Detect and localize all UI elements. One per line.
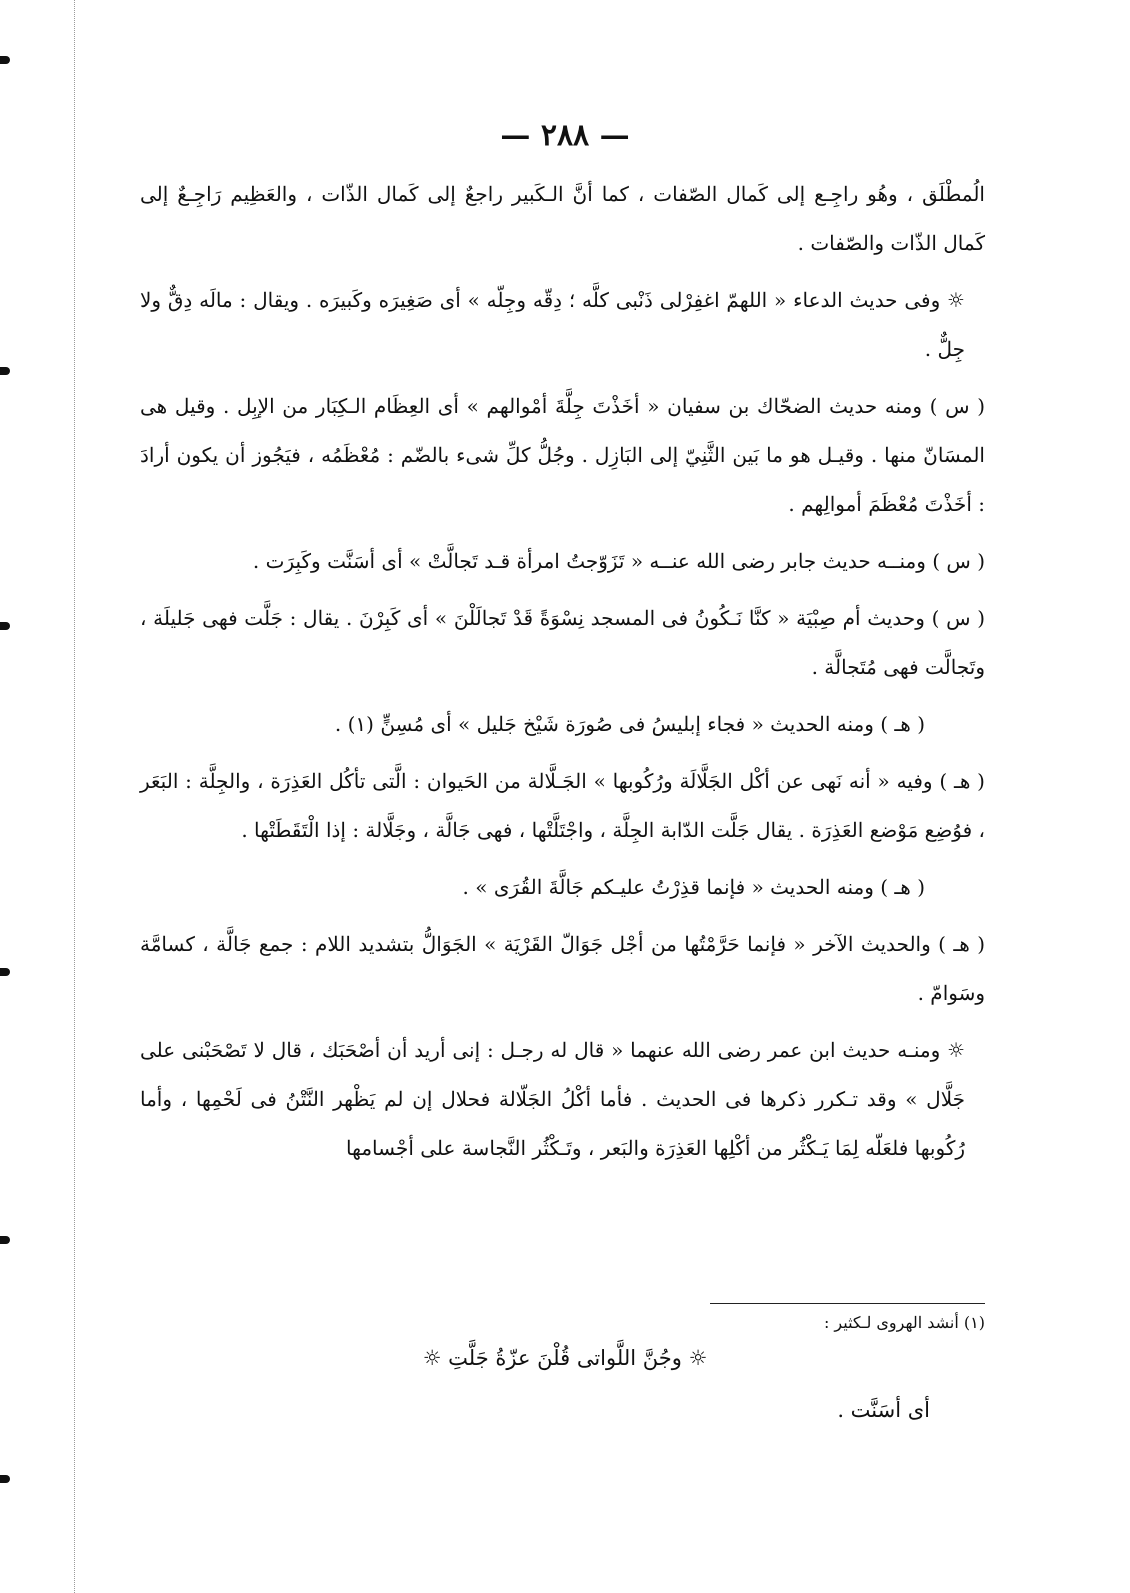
paragraph: ( س ) وحديث أم صِبْيَة « كنَّا نَـكُونُ فى المسجد نِسْوَةً قَدْ تَجالَلْنَ » أى كَبِرْنَ . يقال : جَلَّت فهى جَليلَة ، وتَجالَّت فهى مُتَجالَّة . — [140, 606, 985, 679]
binding-hole — [0, 1475, 10, 1483]
paragraph: ( هـ ) وفيه « أنه نَهى عن أكْل الجَلَّالَة ورُكُوبها » الجَـلَّالة من الحَيوان : الَّتى تأكُل العَذِرَة ، والجِلَّة : البَعَر ، فوُضِع مَوْضع العَذِرَة . يقال جَلَّت الدّابة الجِلَّة ، واجْتَلَّتْها ، فهى جَالَّة ، وجَلَّالة : إذا الْتَقَطَتْها . — [140, 769, 985, 842]
page-number: — ٢٨٨ — — [500, 118, 630, 153]
paragraph: ☼ وفى حديث الدعاء « اللهمّ اغفِرْلى ذَنْبى كلَّه ؛ دِقّه وجِلّه » أى صَغِيرَه وكَبيرَه . ويقال : مالَه دِقٌّ ولا جِلٌّ . — [140, 288, 965, 361]
paragraph: الُمطْلَق ، وهُو راجِـع إلى كَمال الصّفات ، كما أنَّ الـكَبير راجعٌ إلى كَمال الذّات ، والعَظِيم رَاجِـعٌ إلى كَمال الذّات والصّفات . — [140, 182, 985, 255]
footnote: (١) أنشد الهروى لـكثير : — [823, 1313, 985, 1332]
binding-hole — [0, 1236, 10, 1244]
paragraph: ( هـ ) ومنه الحديث « فإنما قذِرْتُ عليـكم جَالَّةَ القُرَى » . — [462, 875, 925, 899]
paragraph: ( هـ ) ومنه الحديث « فجاء إبليسُ فى صُورَة شَيْخ جَليل » أى مُسِنٍّ (١) . — [334, 712, 925, 736]
footnote-gloss: أى أسَنَّت . — [837, 1398, 930, 1422]
footnote-divider — [710, 1303, 985, 1304]
binding-hole — [0, 622, 10, 630]
binding-hole — [0, 367, 10, 375]
main-text — [140, 170, 985, 1181]
binding-hole — [0, 968, 10, 976]
binding-hole — [0, 56, 10, 64]
paragraph: ☼ ومنـه حديث ابن عمر رضى الله عنهما « قال له رجـل : إنى أريد أن أصْحَبَك ، قال لا تَصْحَبْنى على جَلَّال » وقد تـكرر ذكرها فى الحديث . فأما أكْلُ الجَلّالة فحلال إن لم يَظْهر النَّتْنُ فى لَحْمِها ، وأما رُكُوبها فلعَلّه لِمَا يَـكْثُر من أكْلِها العَذِرَة والبَعر ، وتَـكْثُر النَّجاسة على أجْسامها — [140, 1038, 965, 1160]
footnote-verse: ☼ وجُنَّ اللَّواتى قُلْنَ عزّةُ جَلَّتِ ☼ — [422, 1346, 708, 1370]
paragraph: ( هـ ) والحديث الآخر « فإنما حَرَّمْتُها من أجْل جَوَالّ القَرْيَة » الجَوَالُّ بتشديد اللام : جمع جَالَّة ، كسامَّة وسَوامّ . — [140, 932, 985, 1005]
paragraph: ( س ) ومنه حديث الضحّاك بن سفيان « أخَذْتَ جِلَّةَ أمْوالهم » أى العِظَام الـكِبَار من الإبِل . وقيل هى المسَانّ منها . وقيـل هو ما بَين الثَّنِيّ إلى البَازِل . وجُلُّ كلِّ شىء بالضّم : مُعْظَمُه ، فيَجُوز أن يكون أرادَ : أخَذْتَ مُعْظَمَ أموالِهم . — [140, 394, 985, 516]
paragraph: ( س ) ومنــه حديث جابر رضى الله عنــه « تَزَوّجتُ امرأة قـد تَجالَّتْ » أى أسَنَّت وكَبِرَت . — [252, 549, 985, 573]
